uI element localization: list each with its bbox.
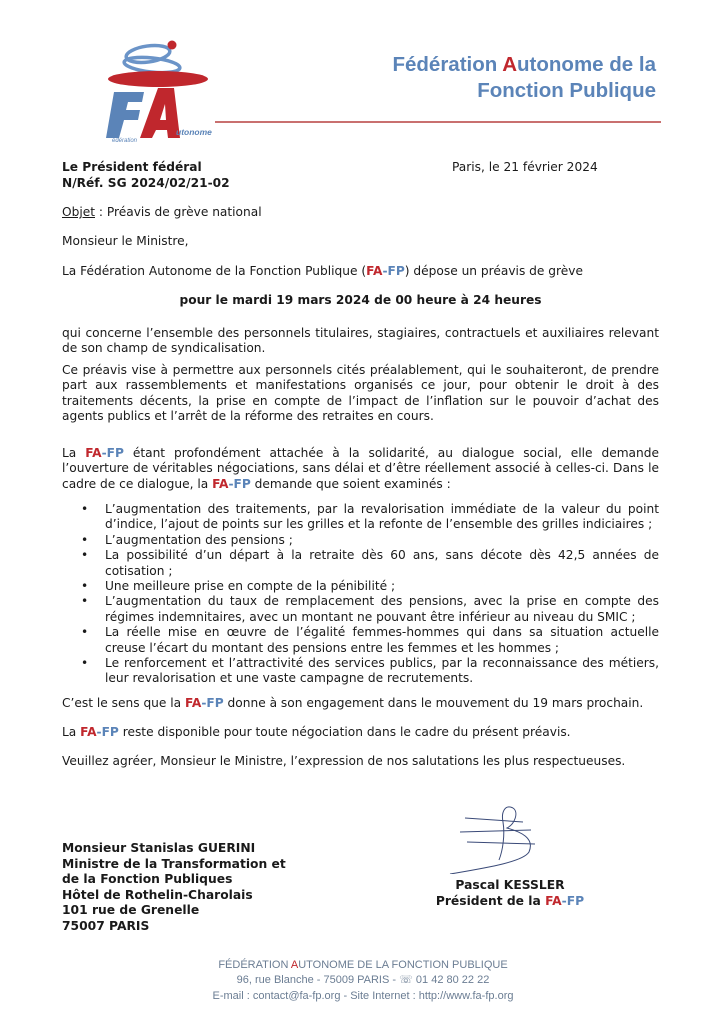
sender-reference: N/Réf. SG 2024/02/21-02	[62, 176, 230, 190]
signatory-name: Pascal KESSLER	[455, 878, 565, 892]
bullet-icon: •	[81, 532, 89, 547]
bullet-icon: •	[81, 579, 89, 594]
demand-item: • La possibilité d’un départ à la retraite dès 60 ans, sans décote dès 42,5 années de cotisation ;	[81, 548, 659, 578]
letterhead-title-line1: Fédération Autonome de la	[392, 53, 656, 76]
date-place: Paris, le 21 février 2024	[452, 160, 598, 174]
bullet-icon: •	[81, 625, 89, 640]
subject-label: Objet	[62, 205, 95, 219]
recipient-address: Monsieur Stanislas GUERINI Ministre de la Transformation et de la Fonction Publiques Hôtel de Rothelin-Charolais 101 rue de Grenelle 75007 PARIS	[62, 841, 286, 933]
footer-org-name: FÉDÉRATION AUTONOME DE LA FONCTION PUBLIQUE	[218, 959, 508, 971]
demand-item: • L’augmentation des traitements, par la revalorisation immédiate de la valeur du point d’indice, l’ajout de points sur les grilles et la refonte de l’ensemble des grilles indiciaires ;	[81, 502, 659, 532]
bullet-icon: •	[81, 594, 89, 609]
paragraph-availability: La FA-FP reste disponible pour toute négociation dans le cadre du présent préavis.	[62, 725, 571, 739]
paragraph-demands-intro: La FA-FP étant profondément attachée à la solidarité, au dialogue social, elle demande l’ouverture de véritables négociations, sans délai et d’être réellement associé à celles-ci. Dans le cadre de ce dialogue, la FA-FP demande que soient examinés :	[62, 446, 659, 491]
handwritten-signature	[445, 802, 555, 874]
footer-contact: E-mail : contact@fa-fp.org - Site Internet : http://www.fa-fp.org	[212, 990, 514, 1002]
demand-item: • L’augmentation du taux de remplacement des pensions, avec la prise en compte des régimes indemnitaires, avec un montant ne pouvant être inférieur au niveau du SMIC ;	[81, 594, 659, 624]
salutation: Monsieur le Ministre,	[62, 234, 189, 248]
subject-text: Préavis de grève national	[106, 205, 262, 219]
subject-line: Objet : Préavis de grève national	[62, 205, 262, 219]
demand-item: • Le renforcement et l’attractivité des services publics, par la reconnaissance des métiers, leur revalorisation et une vaste campagne de recrutements.	[81, 656, 659, 686]
bullet-icon: •	[81, 548, 89, 563]
demand-item: • Une meilleure prise en compte de la pénibilité ;	[81, 579, 396, 594]
signatory-title: Président de la FA-FP	[435, 893, 585, 908]
fa-logo	[100, 34, 210, 146]
footer-address: 96, rue Blanche - 75009 PARIS - ☏ 01 42 80 22 22	[236, 974, 490, 986]
strike-date-highlight: pour le mardi 19 mars 2024 de 00 heure à 24 heures	[179, 293, 542, 307]
paragraph-scope: qui concerne l’ensemble des personnels titulaires, stagiaires, contractuels et auxiliaires relevant de son champ de syndicalisation.	[62, 326, 659, 356]
demand-item: • La réelle mise en œuvre de l’égalité femmes-hommes qui dans sa situation actuelle creuse l’écart du montant des pensions entre les femmes et les hommes ;	[81, 625, 659, 655]
letterhead-title-line2: Fonction Publique	[477, 79, 656, 102]
demands-list	[62, 502, 659, 687]
paragraph-intro: La Fédération Autonome de la Fonction Publique (FA-FP) dépose un préavis de grève	[62, 264, 583, 278]
letterhead-divider	[215, 121, 661, 123]
paragraph-purpose: Ce préavis vise à permettre aux personnels cités préalablement, qui le souhaiteront, de prendre part aux rassemblements et manifestations organisés ce jour, pour obtenir le droit à des traitements décents, la prise en compte de l’impact de l’inflation sur le pouvoir d’achat des agents publics et l’arrêt de la réforme des retraites en cours.	[62, 363, 659, 424]
signatory-block	[420, 878, 600, 909]
sender-role: Le Président fédéral	[62, 160, 202, 174]
logo-text-federation: édération	[112, 138, 138, 144]
bullet-icon: •	[81, 502, 89, 516]
phone-icon: ☏	[399, 974, 413, 986]
paragraph-engagement: C’est le sens que la FA-FP donne à son engagement dans le mouvement du 19 mars prochain.	[62, 696, 644, 710]
bullet-icon: •	[81, 656, 89, 671]
demand-item: • L’augmentation des pensions ;	[81, 532, 293, 547]
closing-formula: Veuillez agréer, Monsieur le Ministre, l’expression de nos salutations les plus respectueuses.	[62, 754, 626, 768]
letterhead-title	[392, 52, 656, 104]
logo-text-autonome: utonome	[176, 127, 212, 137]
